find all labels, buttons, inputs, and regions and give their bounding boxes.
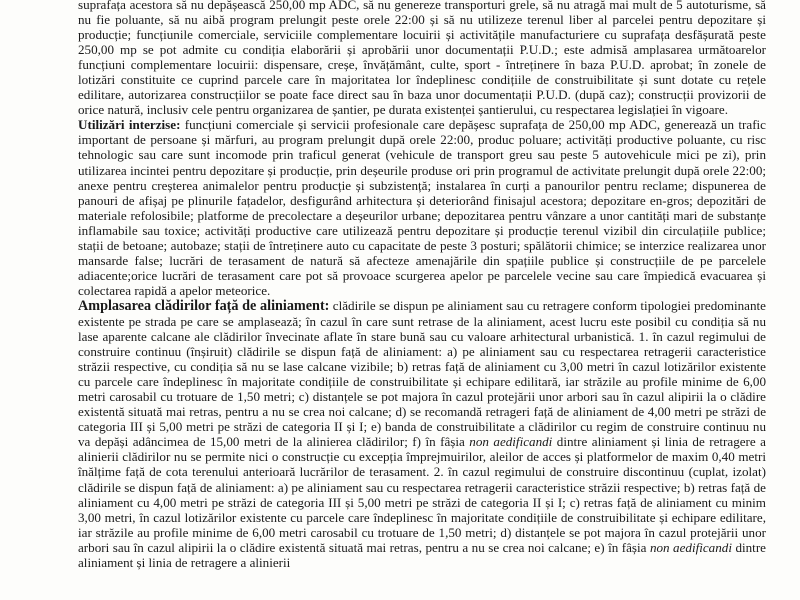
amplasarea-text-2: dintre aliniament și linia de retragere a alinierii clădirilor nu se permite nici o construcție cu excepția împrejmuirilor, aleilor de acces și platformelor de maxim 0,40 metri înălțime față de cota terenului anterioară lucrărilor de terasament. 2. în cazul regimului de construire discontinuu (cuplat, izolat) clădirile se dispun față de aliniament: a) pe aliniament sau cu respectarea retragerii caracteristice străzii respective; b) retras față de aliniament cu 4,00 metri pe străzi de categoria III și 5,00 metri pe străzi de categoria II și I; c) retras față de aliniament cu minim 3,00 metri, în cazul lotizărilor existente cu parcele care îndeplinesc în majoritate condițiile de construibilitate și echipare edilitare, iar străzile au profile minime de 6,00 metri carosabil cu trotuare de 1,50 metri; d) distanțele se pot majora în cazul protejării unor arbori sau în cazul alipirii la o clădire existentă situată mai retras, pentru a nu se crea noi calcane; e) în fâșia bbox=[78, 434, 766, 555]
amplasarea-text-1: clădirile se dispun pe aliniament sau cu retragere conform tipologiei predominante existente pe strada pe care se amplasează; în cazul în care sunt retrase de la aliniament, acest lucru este posibil cu condiția să nu lase aparente calcane ale clădirilor învecinate aflate în stare bună sau cu valoare arhitectural urbanistică. 1. în cazul regimului de construire continuu (înșiruit) clădirile se dispun față de aliniament: a) pe aliniament sau cu respectarea retragerii caracteristice străzii respective, cu condiția să nu se lase calcane vizibile; b) retras față de aliniament cu 3,00 metri în cazul lotizărilor existente cu parcele care îndeplinesc în majoritate condițiile de construibilitate și echipare edilitară, iar străzile au profile minime de 6,00 metri carosabil cu trotuare de 1,50 metri; c) distanțele se pot majora în cazul protejării unor arbori sau în cazul alipirii la o clădire existentă situată mai retras, pentru a nu se crea noi calcane; d) se recomandă retrageri față de aliniament de 4,00 metri pe străzi de categoria III și 5,00 metri pe străzi de categoria II și I; e) banda de construibilitate a clădirilor cu regim de construire continuu nu va depăși adâncimea de 15,00 metri de la alinierea clădirilor; f) în fâșia bbox=[78, 297, 766, 450]
non-aedificandi-term-2: non aedificandi bbox=[649, 539, 732, 555]
paragraph-utilizari-interzise bbox=[78, 117, 766, 298]
utilizari-interzise-text: funcțiuni comerciale și servicii profesionale care depășesc suprafața de 250,00 mp ADC, generează un trafic important de persoane și mărfuri, au program prelungit după orele 22:00, produc poluare; activități productive poluante, cu risc tehnologic sau care sunt incomode prin traficul generat (vehicule de transport greu sau peste 5 autovehicule mici pe zi), prin utilizarea incintei pentru depozitare și producție, prin deșeurile produse ori prin programul de activitate prelungit după orele 22:00; anexe pentru creșterea animalelor pentru producție și subzistență; instalarea în curți a panourilor pentru reclame; dispunerea de panouri de afișaj pe plinurile fațadelor, desfigurând arhitectura și deteriorând finisajul acestora; depozitare en-gros; depozitări de materiale refolosibile; platforme de precolectare a deșeurilor urbane; depozitarea pentru vânzare a unor cantități mari de substanțe inflamabile sau toxice; activități productive care utilizează pentru depozitare și producție terenul vizibil din circulațiile publice; stații de betoane; autobaze; stații de întreținere auto cu capacitate de peste 3 posturi; spălătorii chimice; se interzice realizarea unor mansarde false; lucrări de terasament de natură să afecteze amenajările din spațiile publice și construcțiile de pe parcelele adiacente;orice lucrări de terasament care pot să provoace scurgerea apelor pe parcelele vecine sau care împiedică evacuarea și colectarea rapidă a apelor meteorice. bbox=[78, 117, 766, 298]
utilizari-interzise-heading: Utilizări interzise: bbox=[78, 117, 181, 133]
paragraph-amplasarea-cladirilor bbox=[78, 298, 766, 570]
paragraph-functiuni-admise bbox=[78, 0, 766, 117]
paragraph-1-text: suprafața acestora să nu depășească 250,00 mp ADC, să nu genereze transporturi grele, să nu atragă mai mult de 5 autoturisme, să nu fie poluante, să nu aibă program prelungit peste orele 22:00 și să nu utilizeze terenul liber al parcelei pentru depozitare și producție; funcțiunile comerciale, serviciile complementare locuirii și activitățile manufacturiere cu suprafața desfășurată peste 250,00 mp se pot admite cu condiția elaborării și aprobării unor documentații P.U.D.; este admisă amplasarea următoarelor funcțiuni complementare locuirii: dispensare, creșe, învățământ, culte, sport - întreținere în baza P.U.D. aprobat; în zonele de lotizări constituite ce cuprind parcele care în majoritatea lor îndeplinesc condițiile de construibilitate și sunt dotate cu rețele edilitare, autorizarea construcțiilor se poate face direct sau în baza unor documentații P.U.D. (după caz); construcții provizorii de orice natură, inclusiv cele pentru organizarea de șantier, pe durata existenței șantierului, cu respectarea legislației în vigoare. bbox=[78, 0, 766, 118]
amplasarea-heading: Amplasarea clădirilor față de aliniament: bbox=[78, 297, 330, 314]
amplasarea-text-3: dintre aliniament și linia de retragere a alinierii bbox=[78, 539, 766, 570]
document-body bbox=[78, 0, 766, 570]
non-aedificandi-term-1: non aedificandi bbox=[469, 434, 553, 450]
